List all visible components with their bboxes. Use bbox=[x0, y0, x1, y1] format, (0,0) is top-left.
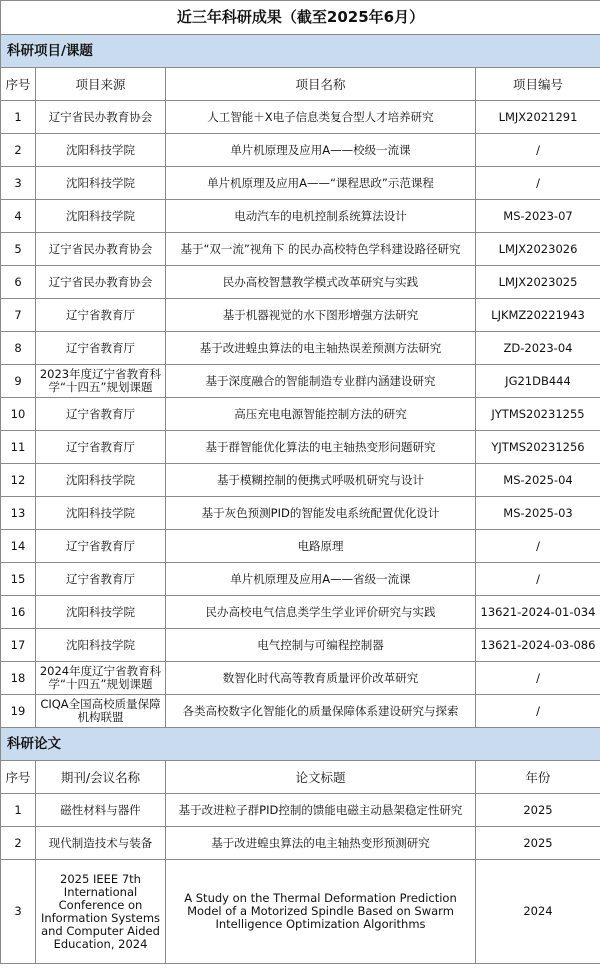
table-row bbox=[1, 200, 600, 233]
title-cell: A Study on the Thermal Deformation Prediction Model of a Motorized Spindle Based on Swarm Intelligence Optimization Algorithms bbox=[166, 860, 476, 964]
column-header: 项目编号 bbox=[476, 68, 600, 101]
row-number: 14 bbox=[1, 530, 36, 563]
title-cell: 单片机原理及应用A——“课程思政”示范课程 bbox=[166, 167, 476, 200]
code-cell: ZD-2023-04 bbox=[476, 332, 600, 365]
source-cell: 辽宁省教育厅 bbox=[36, 563, 166, 596]
row-number: 10 bbox=[1, 398, 36, 431]
row-number: 9 bbox=[1, 365, 36, 398]
code-cell: 2025 bbox=[476, 827, 600, 860]
table-row bbox=[1, 596, 600, 629]
column-header: 年份 bbox=[476, 761, 600, 794]
row-number: 16 bbox=[1, 596, 36, 629]
source-cell: 沈阳科技学院 bbox=[36, 497, 166, 530]
title-cell: 民办高校电气信息类学生学业评价研究与实践 bbox=[166, 596, 476, 629]
table-row bbox=[1, 431, 600, 464]
section-title-projects: 科研项目/课题 bbox=[1, 35, 600, 68]
source-cell: 2023年度辽宁省教育科学“十四五”规划课题 bbox=[36, 365, 166, 398]
row-number: 4 bbox=[1, 200, 36, 233]
title-cell: 单片机原理及应用A——省级一流课 bbox=[166, 563, 476, 596]
table-row bbox=[1, 398, 600, 431]
title-cell: 基于改进蝗虫算法的电主轴热误差预测方法研究 bbox=[166, 332, 476, 365]
row-number: 12 bbox=[1, 464, 36, 497]
title-cell: 基于机器视觉的水下图形增强方法研究 bbox=[166, 299, 476, 332]
code-cell: / bbox=[476, 563, 600, 596]
table-row bbox=[1, 101, 600, 134]
source-cell: CIQA全国高校质量保障机构联盟 bbox=[36, 695, 166, 728]
row-number: 7 bbox=[1, 299, 36, 332]
title-cell: 单片机原理及应用A——校级一流课 bbox=[166, 134, 476, 167]
row-number: 3 bbox=[1, 167, 36, 200]
source-cell: 辽宁省教育厅 bbox=[36, 530, 166, 563]
source-cell: 2025 IEEE 7th International Conference on Information Systems and Computer Aided Education, 2024 bbox=[36, 860, 166, 964]
table-row bbox=[1, 365, 600, 398]
code-cell: MS-2023-07 bbox=[476, 200, 600, 233]
source-cell: 沈阳科技学院 bbox=[36, 134, 166, 167]
table-row bbox=[1, 299, 600, 332]
title-cell: 各类高校数字化智能化的质量保障体系建设研究与探索 bbox=[166, 695, 476, 728]
table-row bbox=[1, 662, 600, 695]
table-row bbox=[1, 695, 600, 728]
title-cell: 电动汽车的电机控制系统算法设计 bbox=[166, 200, 476, 233]
table-row bbox=[1, 167, 600, 200]
row-number: 17 bbox=[1, 629, 36, 662]
code-cell: 13621-2024-01-034 bbox=[476, 596, 600, 629]
table-row bbox=[1, 794, 600, 827]
code-cell: MS-2025-03 bbox=[476, 497, 600, 530]
source-cell: 现代制造技术与装备 bbox=[36, 827, 166, 860]
row-number: 2 bbox=[1, 134, 36, 167]
section-title-papers: 科研论文 bbox=[1, 728, 600, 761]
table-row bbox=[1, 530, 600, 563]
code-cell: YJTMS20231256 bbox=[476, 431, 600, 464]
row-number: 13 bbox=[1, 497, 36, 530]
row-number: 15 bbox=[1, 563, 36, 596]
table-row bbox=[1, 233, 600, 266]
source-cell: 辽宁省教育厅 bbox=[36, 299, 166, 332]
code-cell: LMJX2023026 bbox=[476, 233, 600, 266]
code-cell: LMJX2021291 bbox=[476, 101, 600, 134]
code-cell: 13621-2024-03-086 bbox=[476, 629, 600, 662]
source-cell: 沈阳科技学院 bbox=[36, 629, 166, 662]
table-row bbox=[1, 563, 600, 596]
row-number: 1 bbox=[1, 794, 36, 827]
row-number: 19 bbox=[1, 695, 36, 728]
table-row bbox=[1, 266, 600, 299]
column-header: 项目名称 bbox=[166, 68, 476, 101]
title-cell: 基于群智能优化算法的电主轴热变形问题研究 bbox=[166, 431, 476, 464]
code-cell: / bbox=[476, 167, 600, 200]
table-row bbox=[1, 860, 600, 964]
code-cell: / bbox=[476, 134, 600, 167]
code-cell: 2025 bbox=[476, 794, 600, 827]
table-row bbox=[1, 464, 600, 497]
row-number: 5 bbox=[1, 233, 36, 266]
table-row bbox=[1, 827, 600, 860]
source-cell: 沈阳科技学院 bbox=[36, 167, 166, 200]
code-cell: MS-2025-04 bbox=[476, 464, 600, 497]
row-number: 8 bbox=[1, 332, 36, 365]
title-cell: 基于改进蝗虫算法的电主轴热变形预测研究 bbox=[166, 827, 476, 860]
table-row bbox=[1, 332, 600, 365]
column-header: 序号 bbox=[1, 68, 36, 101]
column-header: 论文标题 bbox=[166, 761, 476, 794]
source-cell: 沈阳科技学院 bbox=[36, 596, 166, 629]
table-row bbox=[1, 497, 600, 530]
title-cell: 数智化时代高等教育质量评价改革研究 bbox=[166, 662, 476, 695]
row-number: 11 bbox=[1, 431, 36, 464]
title-cell: 民办高校智慧教学模式改革研究与实践 bbox=[166, 266, 476, 299]
source-cell: 辽宁省教育厅 bbox=[36, 431, 166, 464]
source-cell: 辽宁省教育厅 bbox=[36, 398, 166, 431]
code-cell: 2024 bbox=[476, 860, 600, 964]
source-cell: 辽宁省教育厅 bbox=[36, 332, 166, 365]
title-cell: 基于灰色预测PID的智能发电系统配置优化设计 bbox=[166, 497, 476, 530]
source-cell: 沈阳科技学院 bbox=[36, 200, 166, 233]
row-number: 1 bbox=[1, 101, 36, 134]
title-cell: 电路原理 bbox=[166, 530, 476, 563]
code-cell: / bbox=[476, 530, 600, 563]
code-cell: / bbox=[476, 695, 600, 728]
code-cell: LJKMZ20221943 bbox=[476, 299, 600, 332]
papers-header-row bbox=[1, 761, 600, 794]
row-number: 6 bbox=[1, 266, 36, 299]
table-row bbox=[1, 134, 600, 167]
projects-header-row bbox=[1, 68, 600, 101]
row-number: 18 bbox=[1, 662, 36, 695]
title-cell: 基于深度融合的智能制造专业群内涵建设研究 bbox=[166, 365, 476, 398]
source-cell: 辽宁省民办教育协会 bbox=[36, 266, 166, 299]
title-cell: 人工智能＋X电子信息类复合型人才培养研究 bbox=[166, 101, 476, 134]
page-title: 近三年科研成果（截至2025年6月） bbox=[1, 1, 600, 35]
title-cell: 基于改进粒子群PID控制的馈能电磁主动悬架稳定性研究 bbox=[166, 794, 476, 827]
source-cell: 2024年度辽宁省教育科学“十四五”规划课题 bbox=[36, 662, 166, 695]
source-cell: 沈阳科技学院 bbox=[36, 464, 166, 497]
row-number: 2 bbox=[1, 827, 36, 860]
code-cell: JYTMS20231255 bbox=[476, 398, 600, 431]
source-cell: 磁性材料与器件 bbox=[36, 794, 166, 827]
title-cell: 基于“双一流”视角下 的民办高校特色学科建设路径研究 bbox=[166, 233, 476, 266]
title-cell: 高压充电电源智能控制方法的研究 bbox=[166, 398, 476, 431]
source-cell: 辽宁省民办教育协会 bbox=[36, 101, 166, 134]
column-header: 期刊/会议名称 bbox=[36, 761, 166, 794]
column-header: 项目来源 bbox=[36, 68, 166, 101]
code-cell: / bbox=[476, 662, 600, 695]
row-number: 3 bbox=[1, 860, 36, 964]
source-cell: 辽宁省民办教育协会 bbox=[36, 233, 166, 266]
table-row bbox=[1, 629, 600, 662]
column-header: 序号 bbox=[1, 761, 36, 794]
title-cell: 电气控制与可编程控制器 bbox=[166, 629, 476, 662]
code-cell: JG21DB444 bbox=[476, 365, 600, 398]
code-cell: LMJX2023025 bbox=[476, 266, 600, 299]
title-cell: 基于模糊控制的便携式呼吸机研究与设计 bbox=[166, 464, 476, 497]
